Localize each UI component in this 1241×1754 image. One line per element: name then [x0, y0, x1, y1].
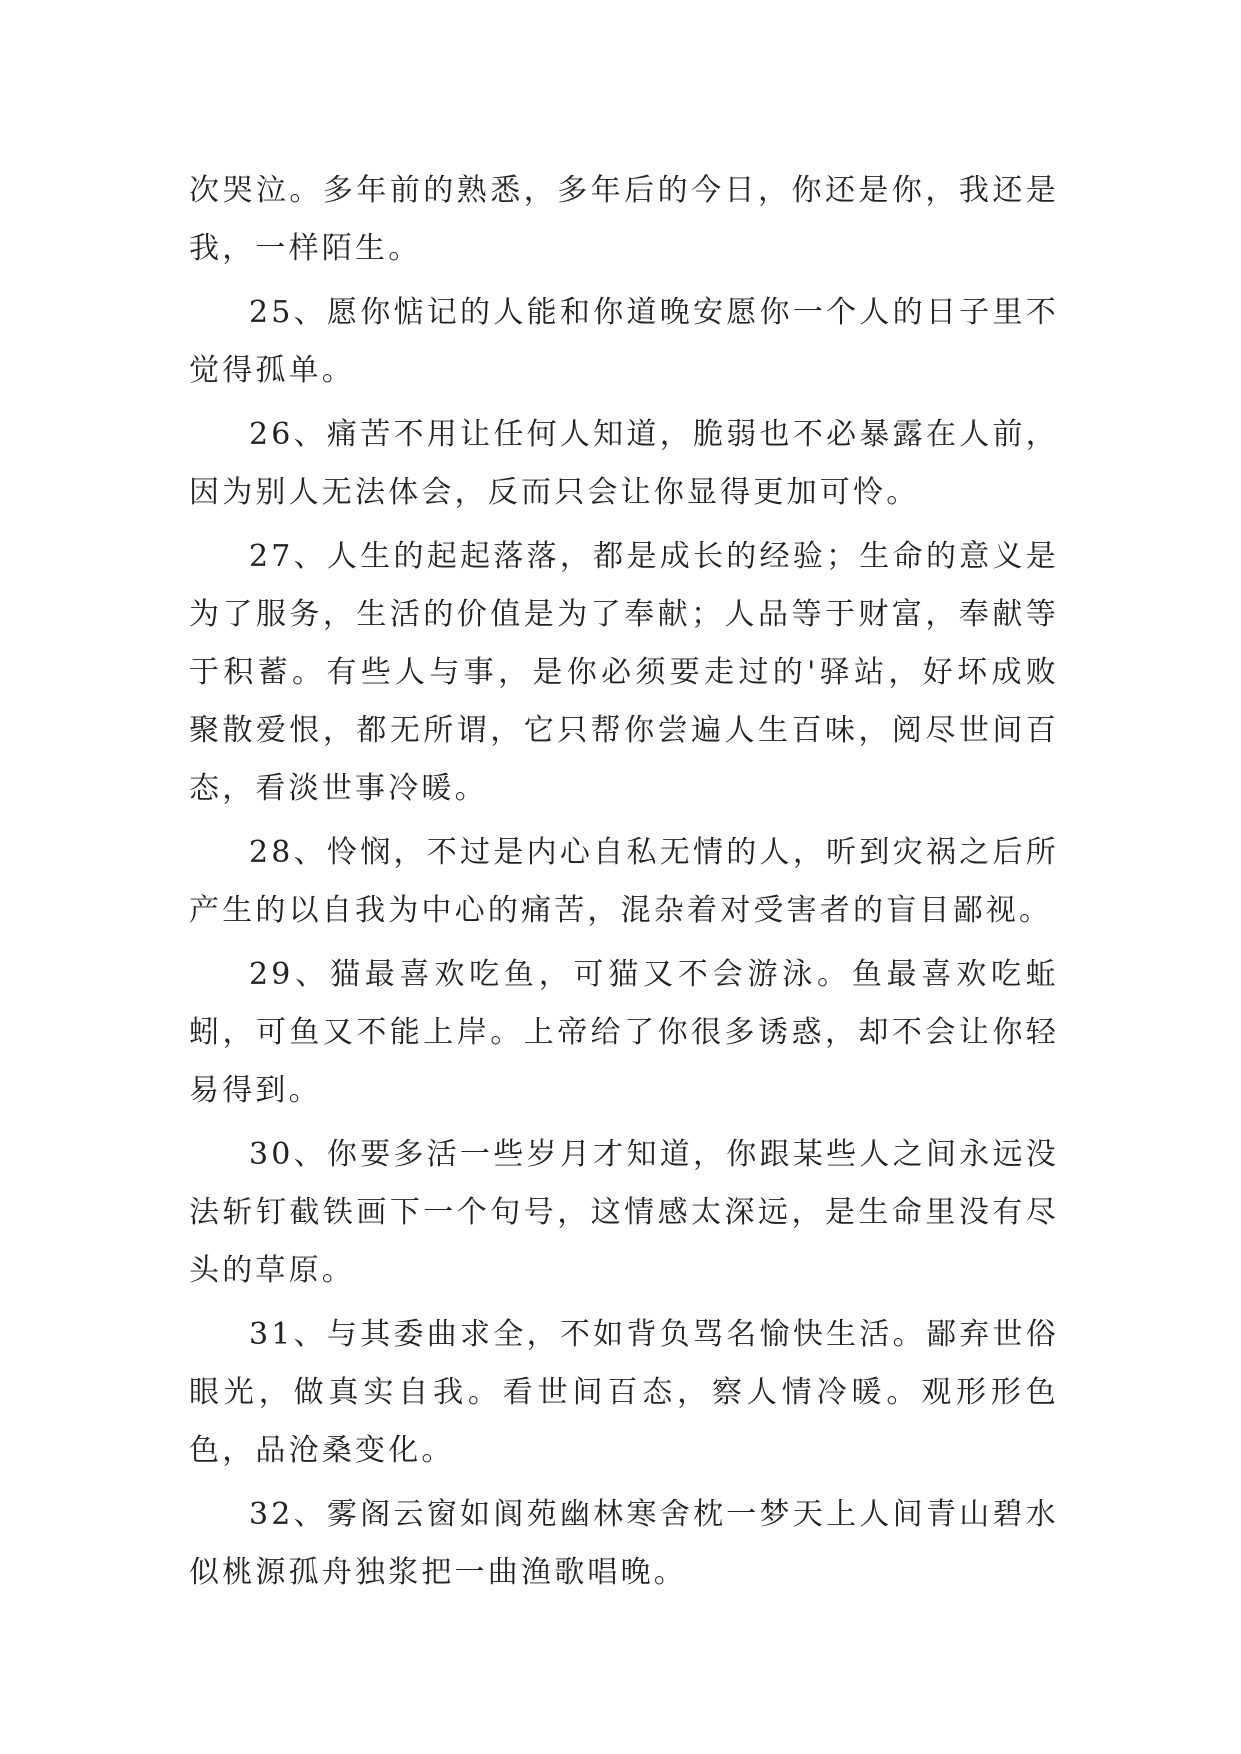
paragraph-27: 27、人生的起起落落，都是成长的经验；生命的意义是为了服务，生活的价值是为了奉献；人品等于财富，奉献等于积蓄。有些人与事，是你必须要走过的'驿站，好坏成败聚散爱恨，都无所谓，它只帮你尝遍人生百味，阅尽世间百态，看淡世事冷暖。 — [189, 539, 1059, 806]
paragraph-25: 25、愿你惦记的人能和你道晚安愿你一个人的日子里不觉得孤单。 — [189, 295, 1059, 388]
paragraph-29: 29、猫最喜欢吃鱼，可猫又不会游泳。鱼最喜欢吃蚯蚓，可鱼又不能上岸。上帝给了你很多诱惑，却不会让你轻易得到。 — [189, 957, 1059, 1108]
paragraph-28: 28、怜悯，不过是内心自私无情的人，听到灾祸之后所产生的以自我为中心的痛苦，混杂着对受害者的盲目鄙视。 — [189, 835, 1059, 928]
paragraph-32: 32、雾阁云窗如阆苑幽林寒舍枕一梦天上人间青山碧水似桃源孤舟独浆把一曲渔歌唱晚。 — [189, 1497, 1059, 1590]
paragraph-30: 30、你要多活一些岁月才知道，你跟某些人之间永远没法斩钉截铁画下一个句号，这情感太深远，是生命里没有尽头的草原。 — [189, 1137, 1059, 1288]
paragraph-continued: 次哭泣。多年前的熟悉，多年后的今日，你还是你，我还是我，一样陌生。 — [189, 173, 1059, 266]
paragraph-26: 26、痛苦不用让任何人知道，脆弱也不必暴露在人前，因为别人无法体会，反而只会让你显得更加可怜。 — [189, 417, 1059, 510]
document-body — [189, 162, 1059, 1608]
paragraph-31: 31、与其委曲求全，不如背负骂名愉快生活。鄙弃世俗眼光，做真实自我。看世间百态，察人情冷暖。观形形色色，品沧桑变化。 — [189, 1317, 1059, 1468]
